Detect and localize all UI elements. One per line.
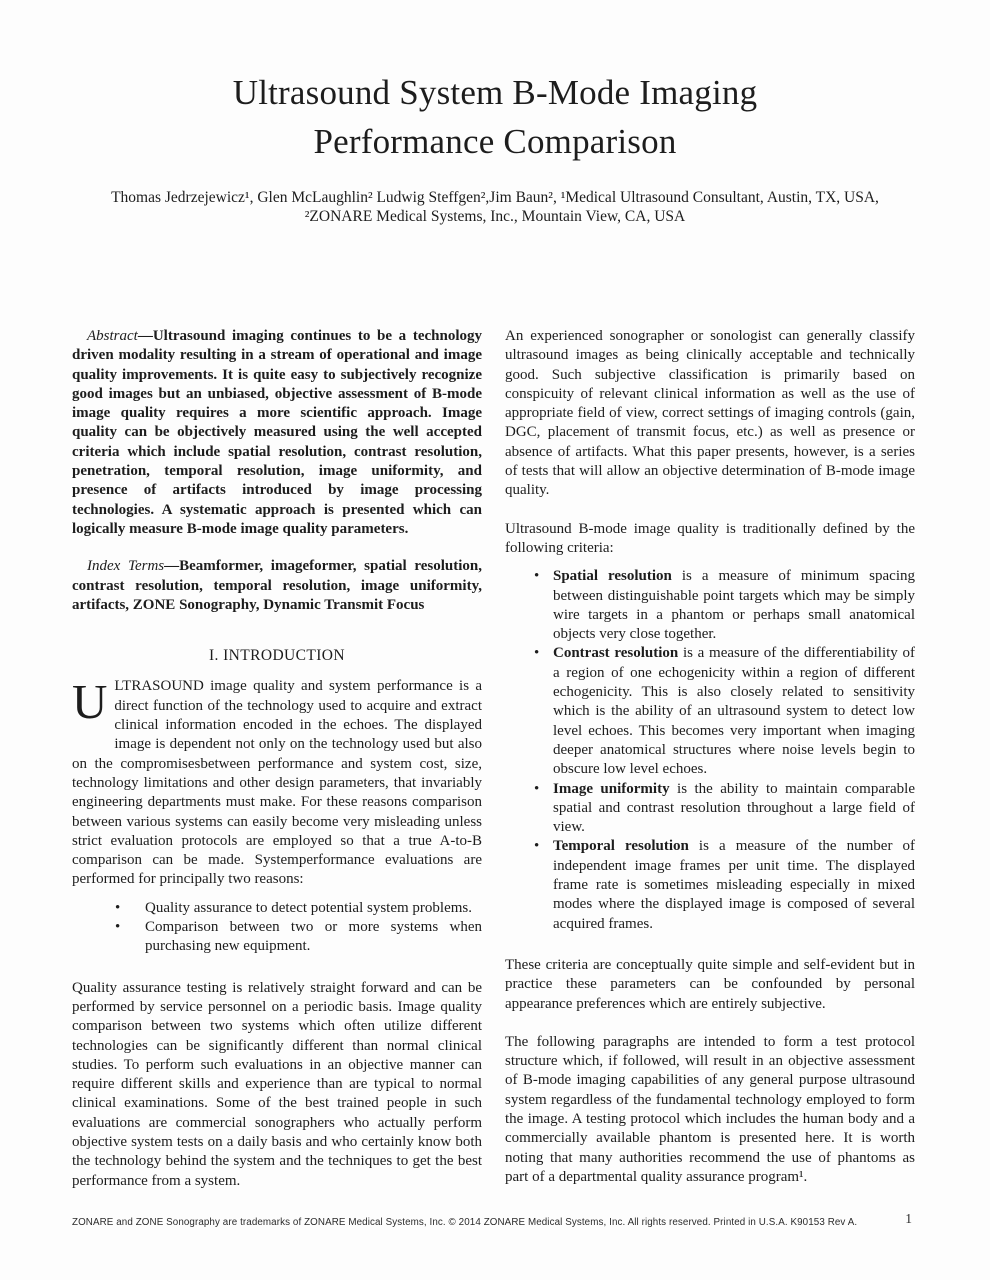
index-terms <box>72 557 482 615</box>
criteria-item <box>505 567 915 644</box>
right-column <box>505 327 915 1191</box>
right-paragraph-3: These criteria are conceptually quite simple and self-evident but in practice these parameters can be confounded by personal appearance preferences which are entirely subjective. <box>505 956 915 1012</box>
criteria-item <box>505 644 915 779</box>
list-item-text: Quality assurance to detect potential system problems. <box>145 899 472 916</box>
criteria-item-text <box>553 645 915 777</box>
criteria-term: Contrast resolution <box>553 645 679 662</box>
right-paragraph-2: Ultrasound B-mode image quality is traditionally defined by the following criteria: <box>505 520 915 556</box>
intro-paragraph-1 <box>72 674 482 889</box>
index-terms-text: —Beamformer, imageformer, spatial resolution, contrast resolution, temporal resolution, image uniformity, artifacts, ZONE Sonography, Dynamic Transmit Focus <box>72 558 482 613</box>
criteria-term: Image uniformity <box>553 780 670 797</box>
right-paragraph-4: The following paragraphs are intended to form a test protocol structure which, if followed, will result in an objective assessment of B-mode imaging capabilities of any general purpose ultrasound system regardless of the fundamental technology employed to form the image. A testing protocol which includes the human body and a commercially available phantom is presented here. It is worth noting that many authorities recommend the use of phantoms as part of a departmental quality assurance program¹. <box>505 1033 915 1185</box>
paper-title <box>0 0 990 166</box>
list-item <box>72 899 482 918</box>
criteria-item <box>505 780 915 838</box>
abstract-label: Abstract <box>87 328 138 344</box>
dropcap-letter: U <box>72 674 108 730</box>
list-item <box>72 918 482 957</box>
criteria-item-text <box>553 568 915 642</box>
criteria-description: is a measure of the number of independent image frames per unit time. The displayed frame rate is sometimes misleading especially in mixed modes where the displayed image is composed of several acquired frames. <box>553 838 915 932</box>
criteria-item <box>505 837 915 933</box>
right-paragraph-1: An experienced sonographer or sonologist can generally classify ultrasound images as being clinically acceptable and technically good. Such subjective classification is primarily based on conspicuity of relevant clinical information as well as the use of appropriate field of view, correct settings of imaging controls (gain, DGC, placement of transmit focus, etc.) as well as presence or absence of artifacts. What this paper presents, however, is a series of tests that will allow an objective determination of B-mode image quality. <box>505 328 915 499</box>
author-affiliation-line: Thomas Jedrzejewicz¹, Glen McLaughlin² Ludwig Steffgen²,Jim Baun², ¹Medical Ultrasound Consultant, Austin, TX, USA, ²ZONARE Medical Systems, Inc., Mountain View, CA, USA <box>111 189 879 225</box>
intro-paragraph-1-text: LTRASOUND image quality and system performance is a direct function of the technology used to acquire and extract clinical information encoded in the echoes. The displayed image is dependent not only on the technology used but also on the compromisesbetween performance and system cost, size, technology limitations and other design parameters, that invariably engineering departments must make. For these reasons comparison between various systems can easily become very misleading unless strict evaluation protocols are employed so that a true A-to-B comparison can be made. Systemperformance evaluations are performed for principally two reasons: <box>72 678 482 888</box>
criteria-term: Spatial resolution <box>553 568 672 585</box>
abstract-text: —Ultrasound imaging continues to be a technology driven modality resulting in a stream of operational and image quality improvements. It is quite easy to subjectively recognize good images but an unbiased, objective assessment of B-mode image quality requires a more scientific approach. Image quality can be objectively measured using the well accepted criteria which include spatial resolution, contrast resolution, penetration, temporal resolution, image uniformity, and presence of artifacts introduced by image processing technologies. A systematic approach is presented which can logically measure B-mode image quality parameters. <box>72 328 482 537</box>
paper-title-line1: Ultrasound System B-Mode Imaging <box>232 73 758 112</box>
criteria-list <box>505 567 915 934</box>
criteria-description: is a measure of the differentiability of a region of one echogenicity within a region of different echogenicity. This is also closely related to sensitivity which is the ability of an ultrasound system to detect low level echoes. This becomes very important when imaging deeper anatomical structures where noise levels begin to obscure low level echoes. <box>553 645 915 778</box>
evaluation-reasons-list <box>72 899 482 957</box>
intro-paragraph-2: Quality assurance testing is relatively straight forward and can be performed by service personnel on a periodic basis. Image quality comparison between two systems which often utilize different technologies can be significantly different than normal clinical studies. To perform such evaluations in an objective manner can require different skills and experience than are typical to normal clinical examinations. Some of the best trained people in such evaluations are commercial sonographers who actually perform objective system tests on a daily basis and who certainly know both the technology behind the system and the techniques to get the best performance from a system. <box>72 979 482 1189</box>
abstract <box>72 327 482 539</box>
left-column <box>72 327 482 1191</box>
footer-trademark-text: ZONARE and ZONE Sonography are trademarks of ZONARE Medical Systems, Inc. © 2014 ZONARE Medical Systems, Inc. All rights reserved. Printed in U.S.A. K90153 Rev A. <box>72 1217 858 1228</box>
criteria-term: Temporal resolution <box>553 838 689 855</box>
index-terms-label: Index Terms <box>87 558 165 575</box>
criteria-item-text <box>553 838 915 931</box>
two-column-body <box>72 327 915 1191</box>
page-number: 1 <box>905 1211 912 1226</box>
criteria-item-text <box>553 781 915 836</box>
criteria-description: is the ability to maintain comparable spatial and contrast resolution throughout a large field of view. <box>553 780 915 836</box>
paper-title-line2: Performance Comparison <box>313 122 677 161</box>
section-heading-introduction: I. INTRODUCTION <box>208 647 345 665</box>
list-item-text: Comparison between two or more systems when purchasing new equipment. <box>145 919 482 955</box>
criteria-description: is a measure of minimum spacing between distinguishable point targets which may be simply wire targets in a phantom or perhaps small anatomical objects very close together. <box>553 568 915 643</box>
